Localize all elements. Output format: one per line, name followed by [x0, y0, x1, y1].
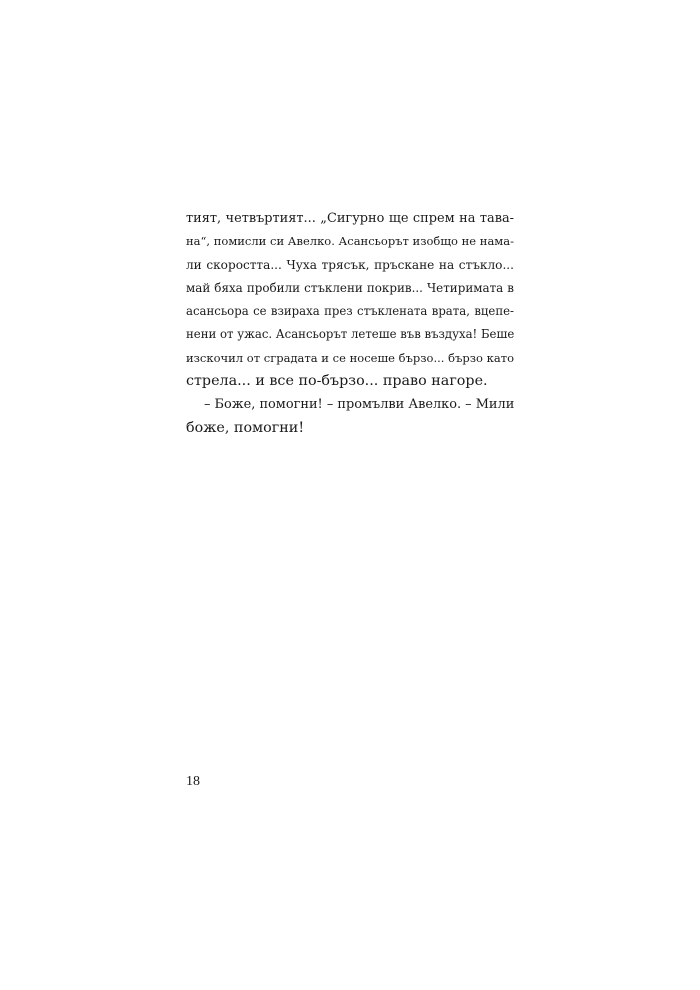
text-line: май бяха пробили стъклени покрив... Четиримата в [186, 280, 514, 295]
text-line: на“, помисли си Авелко. Асансьорът изобщо не нама- [186, 234, 514, 249]
text-line: ли скоростта... Чуха трясък, пръскане на стъкло... [186, 257, 514, 272]
text-line: асансьора се взираха през стъклената врата, вцепе- [186, 304, 514, 319]
text-line: нени от ужас. Асансьорът летеше във въздуха! Беше [186, 327, 515, 342]
body-text [186, 207, 514, 440]
text-line: изскочил от сградата и се носеше бързо... бързо като [186, 350, 514, 365]
text-line: тият, четвъртият... „Сигурно ще спрем на тава- [186, 211, 514, 226]
dialogue-line: – Боже, помогни! – промълви Авелко. – Мили [204, 397, 515, 413]
text-line: стрела... и все по-бързо... право нагоре. [186, 373, 488, 390]
dialogue-line: боже, помогни! [186, 419, 305, 436]
page-number: 18 [186, 774, 200, 789]
